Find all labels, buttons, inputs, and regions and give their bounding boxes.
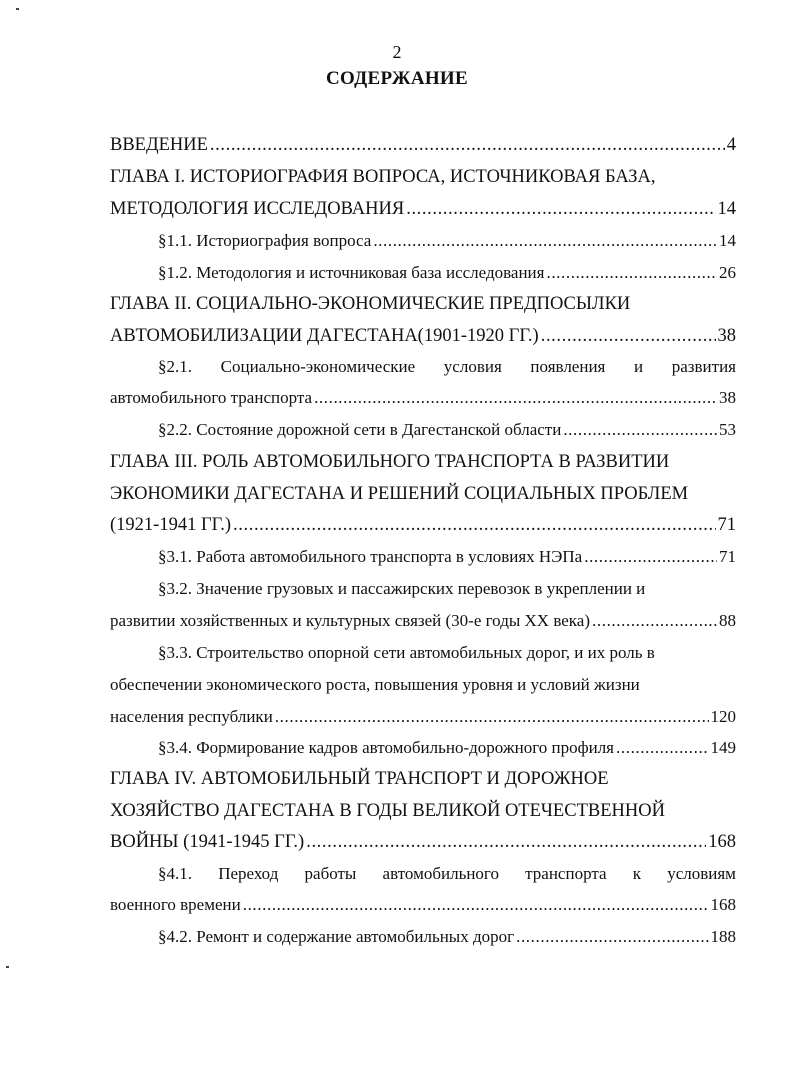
- toc-entry-text: АВТОМОБИЛИЗАЦИИ ДАГЕСТАНА(1901-1920 ГГ.): [110, 326, 539, 346]
- toc-entry-chapter-1: [110, 162, 736, 192]
- page-title: СОДЕРЖАНИЕ: [326, 68, 468, 89]
- toc-entry-text: обеспечении экономического роста, повышения уровня и условий жизни: [110, 675, 640, 694]
- toc-page-number: 168: [708, 832, 736, 852]
- dot-leader: [275, 702, 709, 732]
- toc-entry-chapter-3-cont-2: [110, 510, 736, 540]
- toc-word: Социально-экономические: [220, 357, 416, 376]
- toc-entry-text: ВВЕДЕНИЕ: [110, 135, 208, 155]
- toc-entry-text: ЭКОНОМИКИ ДАГЕСТАНА И РЕШЕНИЙ СОЦИАЛЬНЫХ ПРОБЛЕМ: [110, 484, 689, 504]
- toc-word: Переход: [218, 864, 279, 883]
- toc-page-number: 71: [719, 547, 736, 566]
- toc-page-number: 38: [719, 388, 736, 407]
- toc-entry-text: §3.1. Работа автомобильного транспорта в условиях НЭПа: [158, 547, 583, 566]
- dot-leader: [233, 510, 715, 540]
- dot-leader: [210, 130, 725, 160]
- toc-page-number: 71: [717, 515, 736, 535]
- toc-entry-text: военного времени: [110, 895, 241, 914]
- scan-speck: [16, 8, 19, 10]
- dot-leader: [592, 606, 717, 636]
- toc-entry-text: ГЛАВА III. РОЛЬ АВТОМОБИЛЬНОГО ТРАНСПОРТА В РАЗВИТИИ: [110, 452, 670, 472]
- toc-entry-text: автомобильного транспорта: [110, 388, 313, 407]
- toc-word: к: [632, 864, 641, 883]
- dot-leader: [516, 922, 708, 952]
- toc-entry-text: §1.1. Историография вопроса: [158, 231, 372, 250]
- dot-leader: [541, 321, 716, 351]
- dot-leader: [546, 258, 717, 288]
- toc-entry-text: §3.4. Формирование кадров автомобильно-дорожного профиля: [158, 738, 615, 757]
- toc-page-number: 38: [717, 326, 736, 346]
- toc-entry-section-3-2-cont: [110, 606, 736, 636]
- toc-entry-chapter-4: [110, 764, 736, 794]
- toc-page-number: 88: [719, 611, 736, 630]
- toc-word: условия: [443, 357, 502, 376]
- toc-entry-text: населения республики: [110, 707, 273, 726]
- toc-entry-chapter-2-cont: [110, 321, 736, 351]
- toc-entry-section-3-3-cont-2: [110, 702, 736, 732]
- toc-page-number: 14: [719, 231, 736, 250]
- toc-entry-text: ВОЙНЫ (1941-1945 ГГ.): [110, 832, 305, 852]
- toc-word: работы: [304, 864, 357, 883]
- toc-entry-section-1-2: [158, 258, 736, 288]
- toc-entry-section-2-1-cont: [110, 383, 736, 413]
- dot-leader: [563, 415, 717, 445]
- toc-entry-text: ГЛАВА II. СОЦИАЛЬНО-ЭКОНОМИЧЕСКИЕ ПРЕДПОСЫЛКИ: [110, 294, 631, 314]
- toc-entry-section-3-2: [158, 574, 736, 604]
- dot-leader: [243, 890, 709, 920]
- toc-page-number: 149: [710, 738, 736, 757]
- toc-entry-text: §2.2. Состояние дорожной сети в Дагестанской области: [158, 420, 562, 439]
- toc-word: §2.1.: [158, 357, 192, 376]
- toc-page-number: 53: [719, 420, 736, 439]
- dot-leader: [584, 542, 717, 572]
- toc-page-number: 4: [726, 135, 736, 155]
- dot-leader: [306, 827, 706, 857]
- toc-word: развития: [671, 357, 736, 376]
- toc-entry-chapter-3: [110, 447, 736, 477]
- toc-entry-section-3-4: [158, 733, 736, 763]
- toc-entry-chapter-2: [110, 289, 736, 319]
- toc-word: и: [634, 357, 644, 376]
- toc-word: условиям: [667, 864, 736, 883]
- toc-entry-text: ХОЗЯЙСТВО ДАГЕСТАНА В ГОДЫ ВЕЛИКОЙ ОТЕЧЕСТВЕННОЙ: [110, 801, 665, 821]
- dot-leader: [373, 226, 717, 256]
- toc-page-number: 14: [717, 199, 736, 219]
- toc-entry-chapter-4-cont: [110, 796, 736, 826]
- toc-entry-text: §4.2. Ремонт и содержание автомобильных дорог: [158, 927, 515, 946]
- toc-entry-text: (1921-1941 ГГ.): [110, 515, 232, 535]
- toc-entry-text: развитии хозяйственных и культурных связей (30-е годы XX века): [110, 611, 591, 630]
- toc-entry-introduction: [110, 130, 736, 160]
- toc-word: появления: [530, 357, 606, 376]
- toc-entry-text: МЕТОДОЛОГИЯ ИССЛЕДОВАНИЯ: [110, 199, 405, 219]
- toc-entry-section-3-1: [158, 542, 736, 572]
- toc-entry-section-4-2: [158, 922, 736, 952]
- toc-page-number: 188: [710, 927, 736, 946]
- toc-entry-chapter-1-cont: [110, 194, 736, 224]
- toc-entry-chapter-4-cont-2: [110, 827, 736, 857]
- toc-entry-text: ГЛАВА IV. АВТОМОБИЛЬНЫЙ ТРАНСПОРТ И ДОРОЖНОЕ: [110, 769, 609, 789]
- toc-entry-text: §3.2. Значение грузовых и пассажирских перевозок в укреплении и: [158, 579, 646, 598]
- toc-entry-section-3-3-cont: [110, 670, 736, 700]
- toc-entry-section-2-1: [158, 352, 736, 382]
- toc-entry-text: §1.2. Методология и источниковая база исследования: [158, 263, 545, 282]
- toc-entry-text: ГЛАВА I. ИСТОРИОГРАФИЯ ВОПРОСА, ИСТОЧНИКОВАЯ БАЗА,: [110, 167, 656, 187]
- toc-page-number: 120: [710, 707, 736, 726]
- toc-entry-text: §3.3. Строительство опорной сети автомобильных дорог, и их роль в: [158, 643, 655, 662]
- toc-entry-section-4-1: [158, 859, 736, 889]
- toc-page-number: 168: [710, 895, 736, 914]
- toc-entry-section-3-3: [158, 638, 736, 668]
- toc-entry-section-1-1: [158, 226, 736, 256]
- toc-entry-section-4-1-cont: [110, 890, 736, 920]
- toc-word: транспорта: [525, 864, 607, 883]
- toc-entry-chapter-3-cont: [110, 479, 736, 509]
- toc-word: §4.1.: [158, 864, 192, 883]
- toc-page-number: 26: [719, 263, 736, 282]
- dot-leader: [406, 194, 715, 224]
- dot-leader: [314, 383, 717, 413]
- page-number: 2: [392, 42, 402, 62]
- scan-speck: [6, 966, 9, 968]
- toc-entry-section-2-2: [158, 415, 736, 445]
- toc-word: автомобильного: [382, 864, 499, 883]
- dot-leader: [616, 733, 708, 763]
